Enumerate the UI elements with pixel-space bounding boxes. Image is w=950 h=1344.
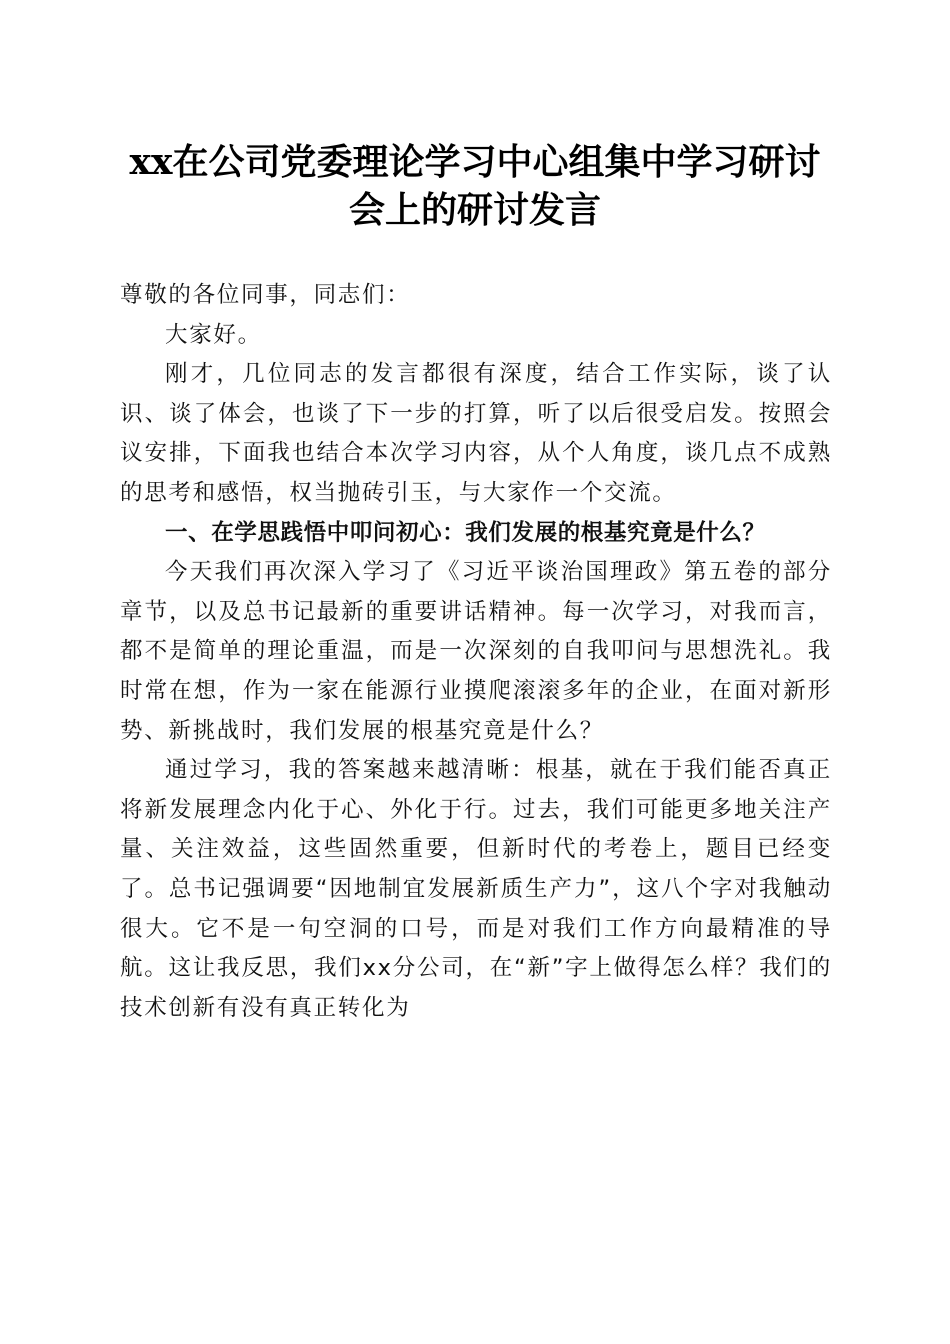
salutation: 尊敬的各位同事，同志们：: [120, 282, 411, 308]
document-title-line-1: xx在公司党委理论学习中心组集中学习研讨: [129, 141, 821, 183]
document-title-line-2: 会上的研讨发言: [348, 189, 601, 231]
section-heading-1: 一、在学思践悟中叩问初心：我们发展的根基究竟是什么？: [165, 519, 766, 546]
document-body: [120, 276, 832, 1028]
paragraph-2: 通过学习，我的答案越来越清晰：根基，就在于我们能否真正将新发展理念内化于心、外化于行。过去，我们可能更多地关注产量、关注效益，这些固然重要，但新时代的考卷上，题目已经变了。总书记强调要“因地制宜发展新质生产力”，这八个字对我触动很大。它不是一句空洞的口号，而是对我们工作方向最精准的导航。这让我反思，我们xx分公司，在“新”字上做得怎么样？我们的技术创新有没有真正转化为: [120, 757, 832, 1021]
paragraph-intro: 刚才，几位同志的发言都很有深度，结合工作实际，谈了认识、谈了体会，也谈了下一步的打算，听了以后很受启发。按照会议安排，下面我也结合本次学习内容，从个人角度，谈几点不成熟的思考和感悟，权当抛砖引玉，与大家作一个交流。: [120, 361, 832, 506]
greeting: 大家好。: [165, 321, 262, 348]
paragraph-1: 今天我们再次深入学习了《习近平谈治国理政》第五卷的部分章节，以及总书记最新的重要讲话精神。每一次学习，对我而言，都不是简单的理论重温，而是一次深刻的自我叩问与思想洗礼。我时常在想，作为一家在能源行业摸爬滚滚多年的企业，在面对新形势、新挑战时，我们发展的根基究竟是什么？: [120, 559, 832, 744]
